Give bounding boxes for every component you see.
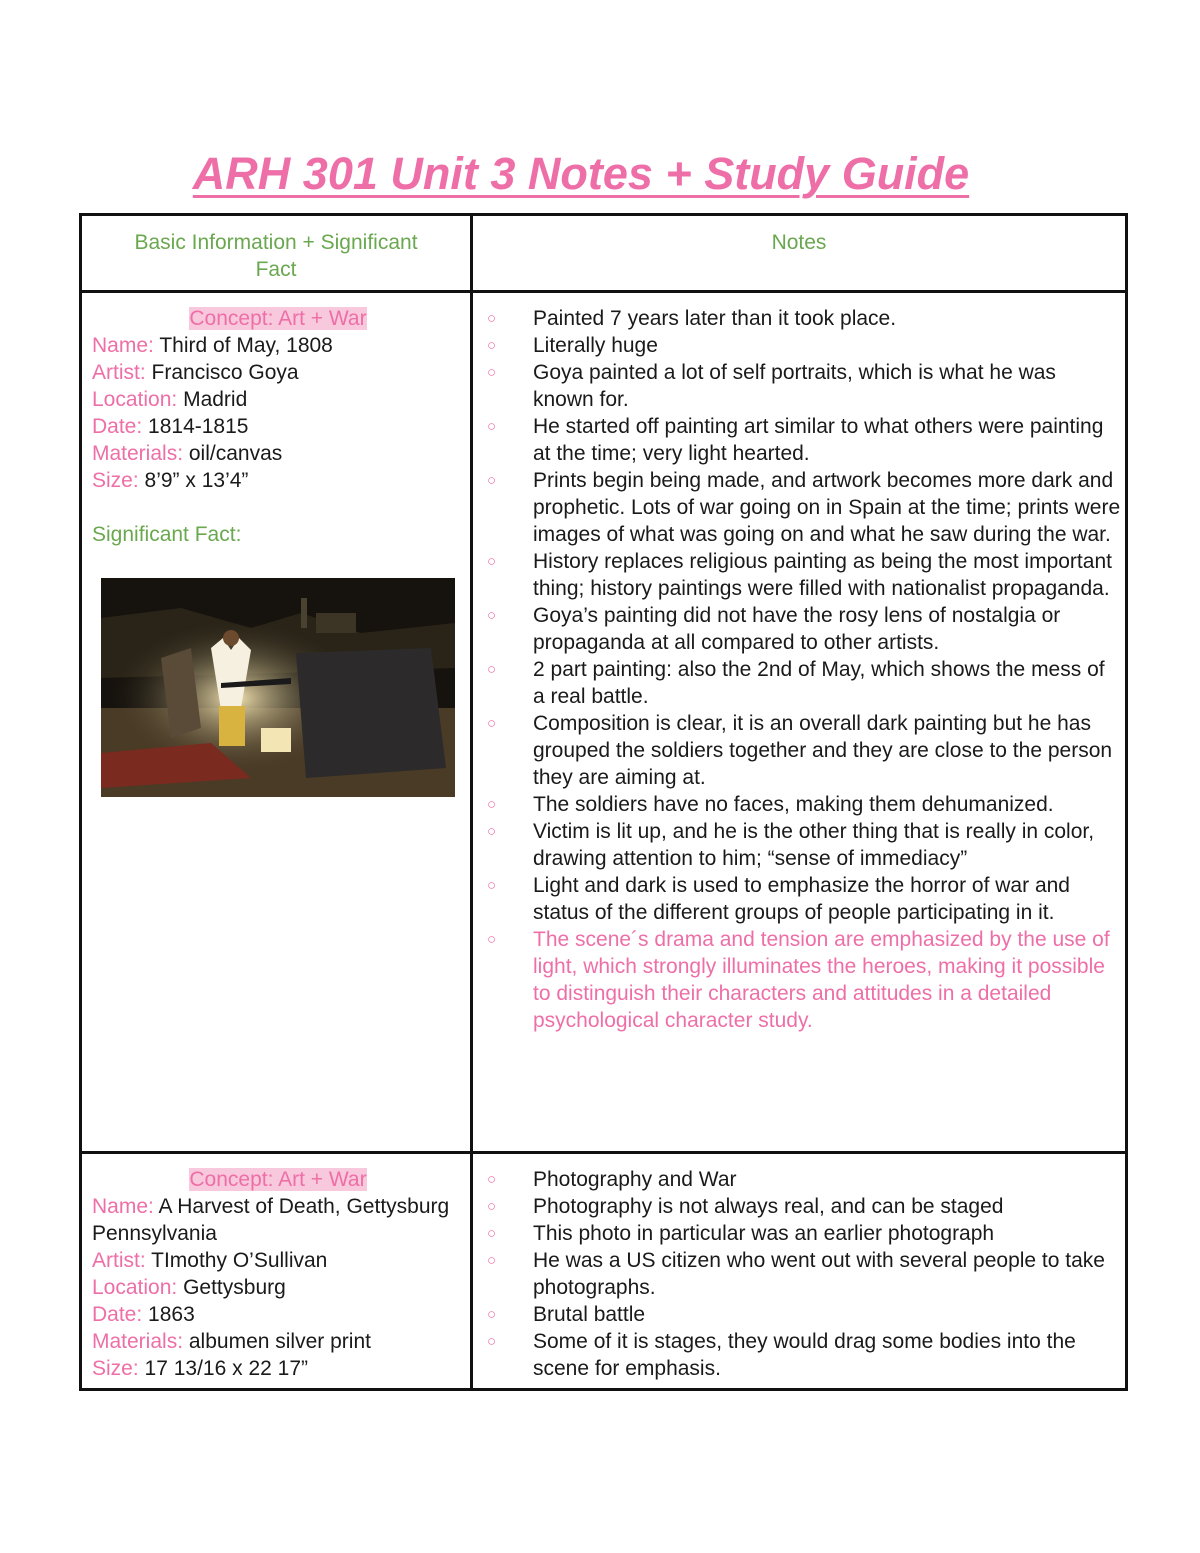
significant-fact-label: Significant Fact: — [92, 523, 242, 546]
circle-bullet-icon: ○ — [487, 1306, 497, 1323]
note-text: He started off painting art similar to what others were painting at the time; very light hearted. — [533, 415, 1104, 465]
entry-2-info — [92, 1166, 464, 1382]
circle-bullet-icon: ○ — [487, 796, 497, 813]
field-date: Date: 1863 — [92, 1303, 195, 1326]
field-artist: Artist: Francisco Goya — [92, 361, 299, 384]
note-item — [473, 791, 1121, 818]
note-item — [473, 602, 1121, 656]
note-text: Brutal battle — [533, 1303, 646, 1326]
circle-bullet-icon: ○ — [487, 337, 497, 354]
circle-bullet-icon: ○ — [487, 364, 497, 381]
circle-bullet-icon: ○ — [487, 1333, 497, 1350]
note-text: He was a US citizen who went out with several people to take photographs. — [533, 1249, 1105, 1299]
lantern — [261, 728, 291, 752]
note-text: Prints begin being made, and artwork becomes more dark and prophetic. Lots of war going on in Spain at the time; prints were images of what was going on and what he saw during the war. — [533, 469, 1121, 546]
field-location: Location: Gettysburg — [92, 1276, 286, 1299]
circle-bullet-icon: ○ — [487, 607, 497, 624]
field-materials: Materials: oil/canvas — [92, 442, 283, 465]
circle-bullet-icon: ○ — [487, 553, 497, 570]
field-artist: Artist: TImothy O’Sullivan — [92, 1249, 328, 1272]
field-materials: Materials: albumen silver print — [92, 1330, 371, 1353]
circle-bullet-icon: ○ — [487, 661, 497, 678]
note-text: Composition is clear, it is an overall dark painting but he has grouped the soldiers together and they are close to the person they are aiming at. — [533, 712, 1113, 789]
note-text: Goya’s painting did not have the rosy lens of nostalgia or propaganda at all compared to other artists. — [533, 604, 1061, 654]
note-text: The soldiers have no faces, making them dehumanized. — [533, 793, 1054, 816]
field-location: Location: Madrid — [92, 388, 248, 411]
circle-bullet-icon: ○ — [487, 823, 497, 840]
note-item — [473, 467, 1121, 548]
concept-label: Concept: Art + War — [189, 1168, 367, 1191]
notes-table — [79, 213, 1128, 1391]
note-text: Some of it is stages, they would drag some bodies into the scene for emphasis. — [533, 1330, 1076, 1380]
circle-bullet-icon: ○ — [487, 931, 497, 948]
note-text: The scene´s drama and tension are emphasized by the use of light, which strongly illuminates the heroes, making it possible to distinguish their characters and attitudes in a detailed psychological character study. — [533, 928, 1110, 1032]
field-size: Size: 8’9” x 13’4” — [92, 469, 249, 492]
note-item — [473, 656, 1121, 710]
entry-1-info — [92, 305, 464, 548]
note-text: Photography is not always real, and can be staged — [533, 1195, 1004, 1218]
field-name: Name: Third of May, 1808 — [92, 334, 333, 357]
note-item — [473, 710, 1121, 791]
header-basic-info: Basic Information + Significant Fact — [134, 231, 418, 281]
header-divider — [82, 290, 1125, 293]
entry-1-notes — [473, 305, 1121, 1034]
note-item — [473, 926, 1121, 1034]
note-item — [473, 1247, 1121, 1301]
field-date: Date: 1814-1815 — [92, 415, 249, 438]
page-title: ARH 301 Unit 3 Notes + Study Guide — [192, 148, 970, 199]
circle-bullet-icon: ○ — [487, 715, 497, 732]
firing-squad — [296, 648, 446, 778]
header-notes: Notes — [771, 231, 827, 254]
note-text: 2 part painting: also the 2nd of May, which shows the mess of a real battle. — [533, 658, 1105, 708]
painting-image — [101, 578, 455, 797]
note-item — [473, 818, 1121, 872]
note-text: History replaces religious painting as being the most important thing; history paintings were filled with nationalist propaganda. — [533, 550, 1112, 600]
note-item — [473, 1328, 1121, 1382]
note-item — [473, 359, 1121, 413]
note-item — [473, 305, 1121, 332]
note-item — [473, 1193, 1121, 1220]
note-item — [473, 872, 1121, 926]
note-item — [473, 1301, 1121, 1328]
notes-list — [473, 305, 1121, 1034]
circle-bullet-icon: ○ — [487, 310, 497, 327]
note-text: Light and dark is used to emphasize the horror of war and status of the different groups of people participating in it. — [533, 874, 1070, 924]
note-item — [473, 1166, 1121, 1193]
field-size: Size: 17 13/16 x 22 17” — [92, 1357, 308, 1380]
note-text: Literally huge — [533, 334, 658, 357]
note-text: Photography and War — [533, 1168, 737, 1191]
entry-2-notes — [473, 1166, 1121, 1382]
note-text: Victim is lit up, and he is the other thing that is really in color, drawing attention to him; “sense of immediacy” — [533, 820, 1095, 870]
circle-bullet-icon: ○ — [487, 1252, 497, 1269]
note-text: Goya painted a lot of self portraits, which is what he was known for. — [533, 361, 1056, 411]
note-text: This photo in particular was an earlier photograph — [533, 1222, 995, 1245]
circle-bullet-icon: ○ — [487, 418, 497, 435]
victim-head — [223, 630, 239, 646]
circle-bullet-icon: ○ — [487, 1225, 497, 1242]
victim-trousers — [219, 706, 245, 746]
notes-list — [473, 1166, 1121, 1382]
row-divider — [82, 1151, 1125, 1154]
note-text: Painted 7 years later than it took place. — [533, 307, 897, 330]
concept-label: Concept: Art + War — [189, 307, 367, 330]
note-item — [473, 548, 1121, 602]
note-item — [473, 413, 1121, 467]
field-name: Name: A Harvest of Death, Gettysburg Pennsylvania — [92, 1195, 450, 1245]
circle-bullet-icon: ○ — [487, 1198, 497, 1215]
note-item — [473, 1220, 1121, 1247]
circle-bullet-icon: ○ — [487, 877, 497, 894]
circle-bullet-icon: ○ — [487, 1171, 497, 1188]
circle-bullet-icon: ○ — [487, 472, 497, 489]
note-item — [473, 332, 1121, 359]
